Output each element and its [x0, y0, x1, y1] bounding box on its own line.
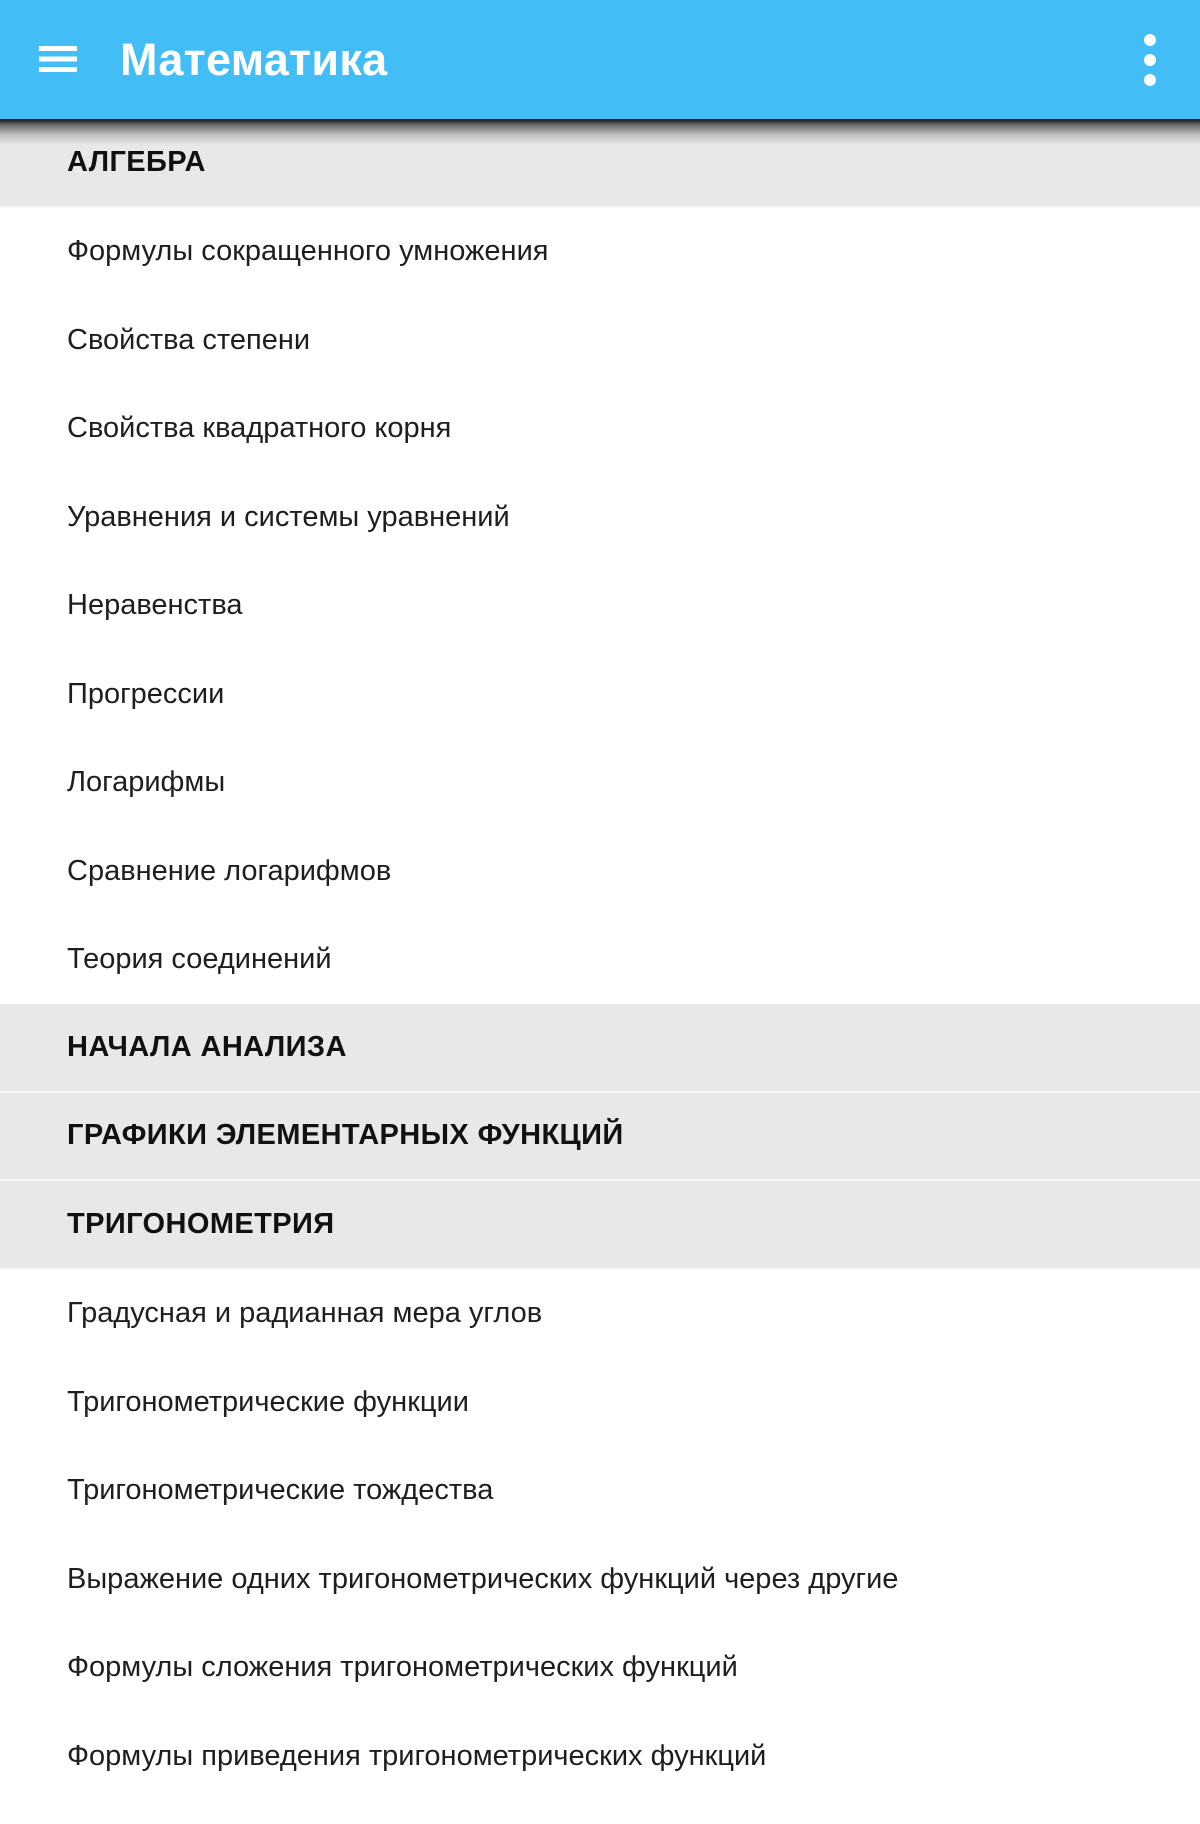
app-title: Математика	[120, 34, 388, 85]
app-bar	[0, 0, 1200, 119]
list-item[interactable]: Выражение одних тригонометрических функций через другие	[0, 1535, 1200, 1624]
list-item[interactable]: Логарифмы	[0, 739, 1200, 828]
list-item[interactable]: Неравенства	[0, 562, 1200, 651]
hamburger-menu-icon[interactable]	[26, 27, 90, 91]
more-vert-icon[interactable]	[1118, 24, 1182, 96]
list-item[interactable]: Градусная и радианная мера углов	[0, 1270, 1200, 1359]
list-item[interactable]: Формулы сокращенного умножения	[0, 208, 1200, 297]
section-header-function-graphs[interactable]: ГРАФИКИ ЭЛЕМЕНТАРНЫХ ФУНКЦИЙ	[0, 1093, 1200, 1182]
list-item[interactable]: Тригонометрические функции	[0, 1358, 1200, 1447]
topic-list	[0, 119, 1200, 1801]
list-item[interactable]: Теория соединений	[0, 916, 1200, 1005]
list-item[interactable]: Свойства степени	[0, 296, 1200, 385]
section-header-analysis[interactable]: НАЧАЛА АНАЛИЗА	[0, 1004, 1200, 1093]
list-item[interactable]: Формулы приведения тригонометрических функций	[0, 1712, 1200, 1801]
section-header-trigonometry[interactable]: ТРИГОНОМЕТРИЯ	[0, 1181, 1200, 1270]
list-item[interactable]: Свойства квадратного корня	[0, 385, 1200, 474]
list-item[interactable]: Прогрессии	[0, 650, 1200, 739]
list-item[interactable]: Тригонометрические тождества	[0, 1447, 1200, 1536]
list-item[interactable]: Формулы сложения тригонометрических функций	[0, 1624, 1200, 1713]
list-item[interactable]: Уравнения и системы уравнений	[0, 473, 1200, 562]
list-item[interactable]: Сравнение логарифмов	[0, 827, 1200, 916]
section-header-algebra[interactable]: АЛГЕБРА	[0, 119, 1200, 208]
